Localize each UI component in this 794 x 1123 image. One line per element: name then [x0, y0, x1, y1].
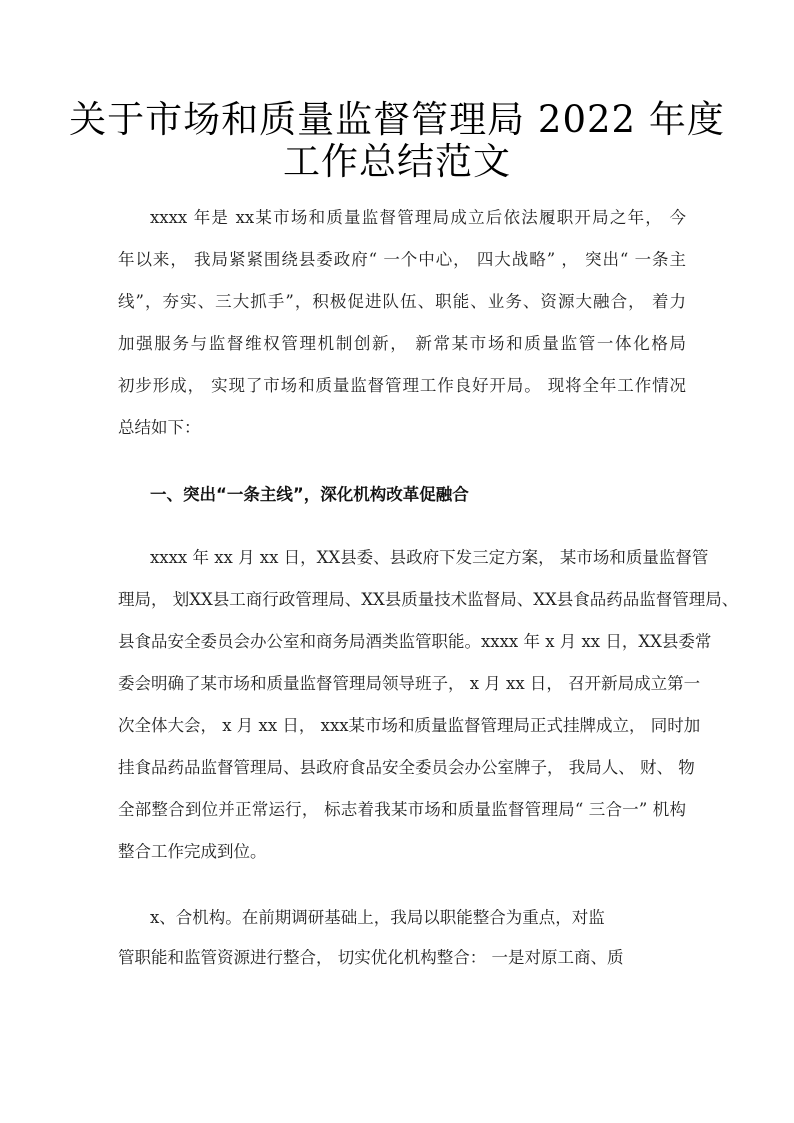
paragraph-line: 管职能和监管资源进行整合， 切实优化机构整合： 一是对原工商、质 [118, 948, 624, 967]
paragraph-line: 县食品安全委员会办公室和商务局酒类监管职能。xxxx 年 x 月 xx 日，XX县委常 [118, 632, 712, 651]
paragraph-line: 线”，夯实、三大抓手”，积极促进队伍、职能、业务、资源大融合， 着力 [118, 292, 686, 311]
paragraph-line: 总结如下： [118, 418, 201, 437]
paragraph-line: x、合机构。在前期调研基础上，我局以职能整合为重点，对监 [150, 908, 605, 927]
paragraph-line: xxxx 年 xx 月 xx 日，XX县委、县政府下发三定方案， 某市场和质量监督管 [150, 548, 709, 567]
document-title-line-2: 工作总结范文 [283, 140, 511, 183]
paragraph-line: 初步形成， 实现了市场和质量监督管理工作良好开局。 现将全年工作情况 [118, 376, 686, 395]
paragraph-line: 全部整合到位并正常运行， 标志着我某市场和质量监督管理局“ 三合一” 机构 [118, 800, 686, 819]
paragraph-line: 委会明确了某市场和质量监督管理局领导班子， x 月 xx 日， 召开新局成立第一 [118, 674, 701, 693]
paragraph-line: 加强服务与监督维权管理机制创新， 新常某市场和质量监管一体化格局 [118, 334, 686, 353]
paragraph-line: 理局， 划XX县工商行政管理局、XX县质量技术监督局、XX县食品药品监督管理局、 [118, 590, 739, 609]
document-title-line-1: 关于市场和质量监督管理局 2022 年度 [69, 98, 725, 141]
paragraph-line: 挂食品药品监督管理局、县政府食品安全委员会办公室牌子， 我局人、 财、 物 [118, 758, 695, 777]
paragraph-line: xxxx 年是 xx某市场和质量监督管理局成立后依法履职开局之年， 今 [150, 208, 686, 227]
paragraph-line: 整合工作完成到位。 [118, 842, 267, 861]
section-heading-1: 一、突出“一条主线”，深化机构改革促融合 [150, 485, 469, 504]
paragraph-line: 次全体大会， x 月 xx 日， xxx某市场和质量监督管理局正式挂牌成立， 同时加 [118, 716, 701, 735]
paragraph-line: 年以来， 我局紧紧围绕县委政府“ 一个中心， 四大战略” ， 突出“ 一条主 [118, 250, 686, 269]
